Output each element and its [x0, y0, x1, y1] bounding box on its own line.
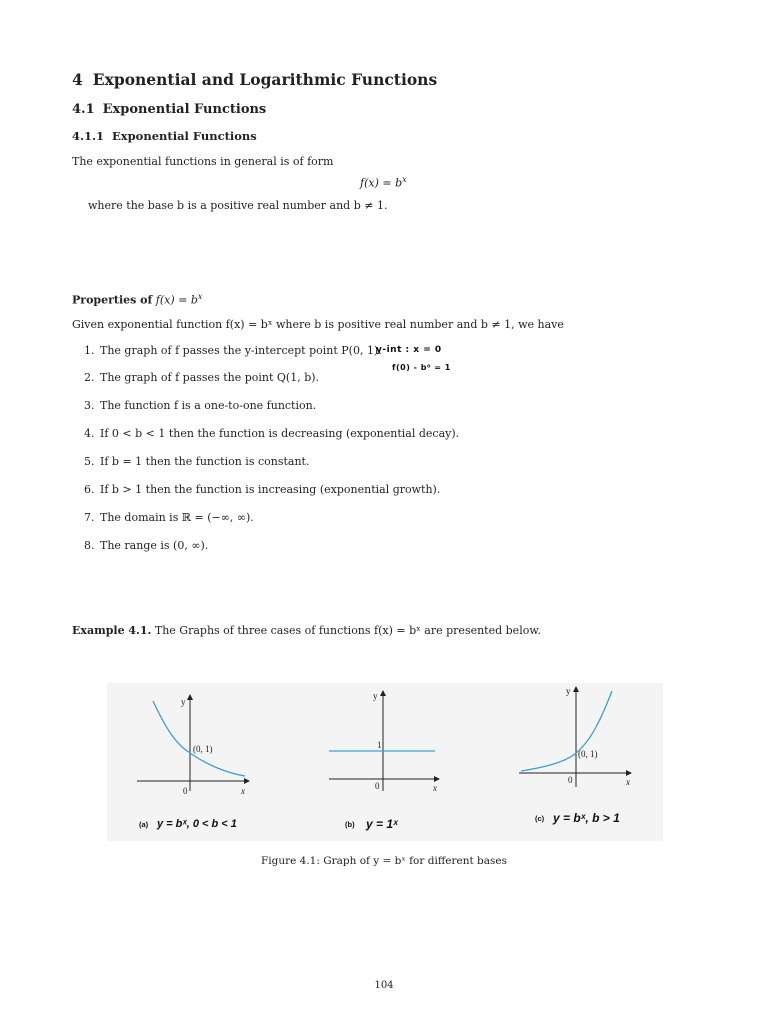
properties-heading-formula: f(x) = b — [155, 293, 198, 307]
panel-c-tag: (c) — [535, 814, 545, 823]
list-item-number: 4. — [84, 427, 95, 440]
panel-c-caption: y = bˣ, b > 1 — [553, 811, 620, 825]
subsubsection-heading — [72, 129, 257, 143]
subsubsection-number: 4.1.1 — [72, 129, 105, 143]
subsection-heading — [72, 102, 266, 117]
example-text: The Graphs of three cases of functions f(x) = bˣ are presented below. — [154, 624, 541, 637]
handwritten-note-f0: f(0) - b⁰ = 1 — [392, 363, 451, 372]
panel-b-caption: y = 1ˣ — [366, 817, 398, 831]
figure-caption: Figure 4.1: Graph of y = bˣ for different bases — [260, 855, 508, 867]
figure-svg — [107, 683, 663, 841]
properties-heading-text: Properties of — [72, 293, 153, 307]
panel-a-curve — [153, 701, 245, 776]
panel-b-origin: 0 — [375, 781, 380, 791]
panel-c-curve — [521, 691, 612, 771]
panel-c-x-label: x — [626, 777, 630, 787]
list-item — [84, 455, 309, 468]
panel-b-tag: (b) — [345, 820, 355, 829]
example-label: Example 4.1. — [72, 624, 152, 637]
panel-a-point-label: (0, 1) — [193, 744, 213, 754]
list-item-text: The function f is a one-to-one function. — [100, 399, 317, 412]
handwritten-note-yint: y-int : x = 0 — [376, 345, 442, 355]
subsubsection-title: Exponential Functions — [112, 129, 257, 143]
properties-heading-exp: x — [197, 292, 203, 301]
list-item-text: If 0 < b < 1 then the function is decreasing (exponential decay). — [100, 427, 460, 440]
list-item-number: 1. — [84, 344, 95, 357]
list-item-number: 8. — [84, 539, 95, 552]
figure-exponential-graphs — [107, 683, 663, 841]
section-title: Exponential and Logarithmic Functions — [92, 70, 438, 89]
panel-b-point-label: 1 — [377, 740, 382, 750]
subsection-number: 4.1 — [72, 102, 95, 117]
panel-a-y-label: y — [181, 697, 186, 707]
panel-c-origin: 0 — [568, 775, 573, 785]
subsection-title: Exponential Functions — [102, 102, 267, 117]
list-item-text: The domain is ℝ = (−∞, ∞). — [100, 511, 254, 524]
properties-heading — [72, 292, 202, 307]
intro-where: where the base b is a positive real number and b ≠ 1. — [88, 199, 388, 212]
panel-a-x-label: x — [241, 786, 245, 796]
panel-c-y-label: y — [566, 686, 571, 696]
intro-formula-exponent: x — [402, 175, 407, 184]
list-item-text: The graph of f passes the point Q(1, b). — [100, 371, 320, 384]
list-item — [84, 483, 440, 496]
intro-formula-base: f(x) = b — [360, 176, 403, 190]
panel-c — [519, 686, 630, 825]
list-item-number: 7. — [84, 511, 95, 524]
list-item-text: If b > 1 then the function is increasing (exponential growth). — [100, 483, 441, 496]
list-item-number: 5. — [84, 455, 95, 468]
list-item-text: The range is (0, ∞). — [100, 539, 209, 552]
intro-text: The exponential functions in general is of form — [72, 155, 334, 168]
properties-given: Given exponential function f(x) = bˣ where b is positive real number and b ≠ 1, we have — [72, 318, 564, 331]
panel-a-tag: (a) — [139, 820, 149, 829]
intro-formula — [360, 175, 407, 190]
panel-b-x-label: x — [433, 783, 437, 793]
list-item — [84, 344, 382, 357]
list-item — [84, 539, 208, 552]
list-item — [84, 511, 254, 524]
panel-a — [137, 697, 247, 830]
list-item — [84, 427, 459, 440]
section-heading — [72, 70, 437, 89]
panel-a-caption: y = bˣ, 0 < b < 1 — [157, 818, 237, 830]
list-item-number: 2. — [84, 371, 95, 384]
list-item-number: 3. — [84, 399, 95, 412]
list-item — [84, 371, 319, 384]
example-line — [72, 624, 541, 637]
page-number: 104 — [374, 980, 394, 991]
list-item-text: If b = 1 then the function is constant. — [100, 455, 310, 468]
panel-b-y-label: y — [373, 691, 378, 701]
list-item-number: 6. — [84, 483, 95, 496]
list-item — [84, 399, 316, 412]
list-item-text: The graph of f passes the y-intercept point P(0, 1). — [100, 344, 382, 357]
panel-b — [329, 691, 437, 831]
panel-c-point-label: (0, 1) — [578, 749, 598, 759]
panel-a-origin: 0 — [183, 786, 188, 796]
section-number: 4 — [72, 70, 83, 89]
